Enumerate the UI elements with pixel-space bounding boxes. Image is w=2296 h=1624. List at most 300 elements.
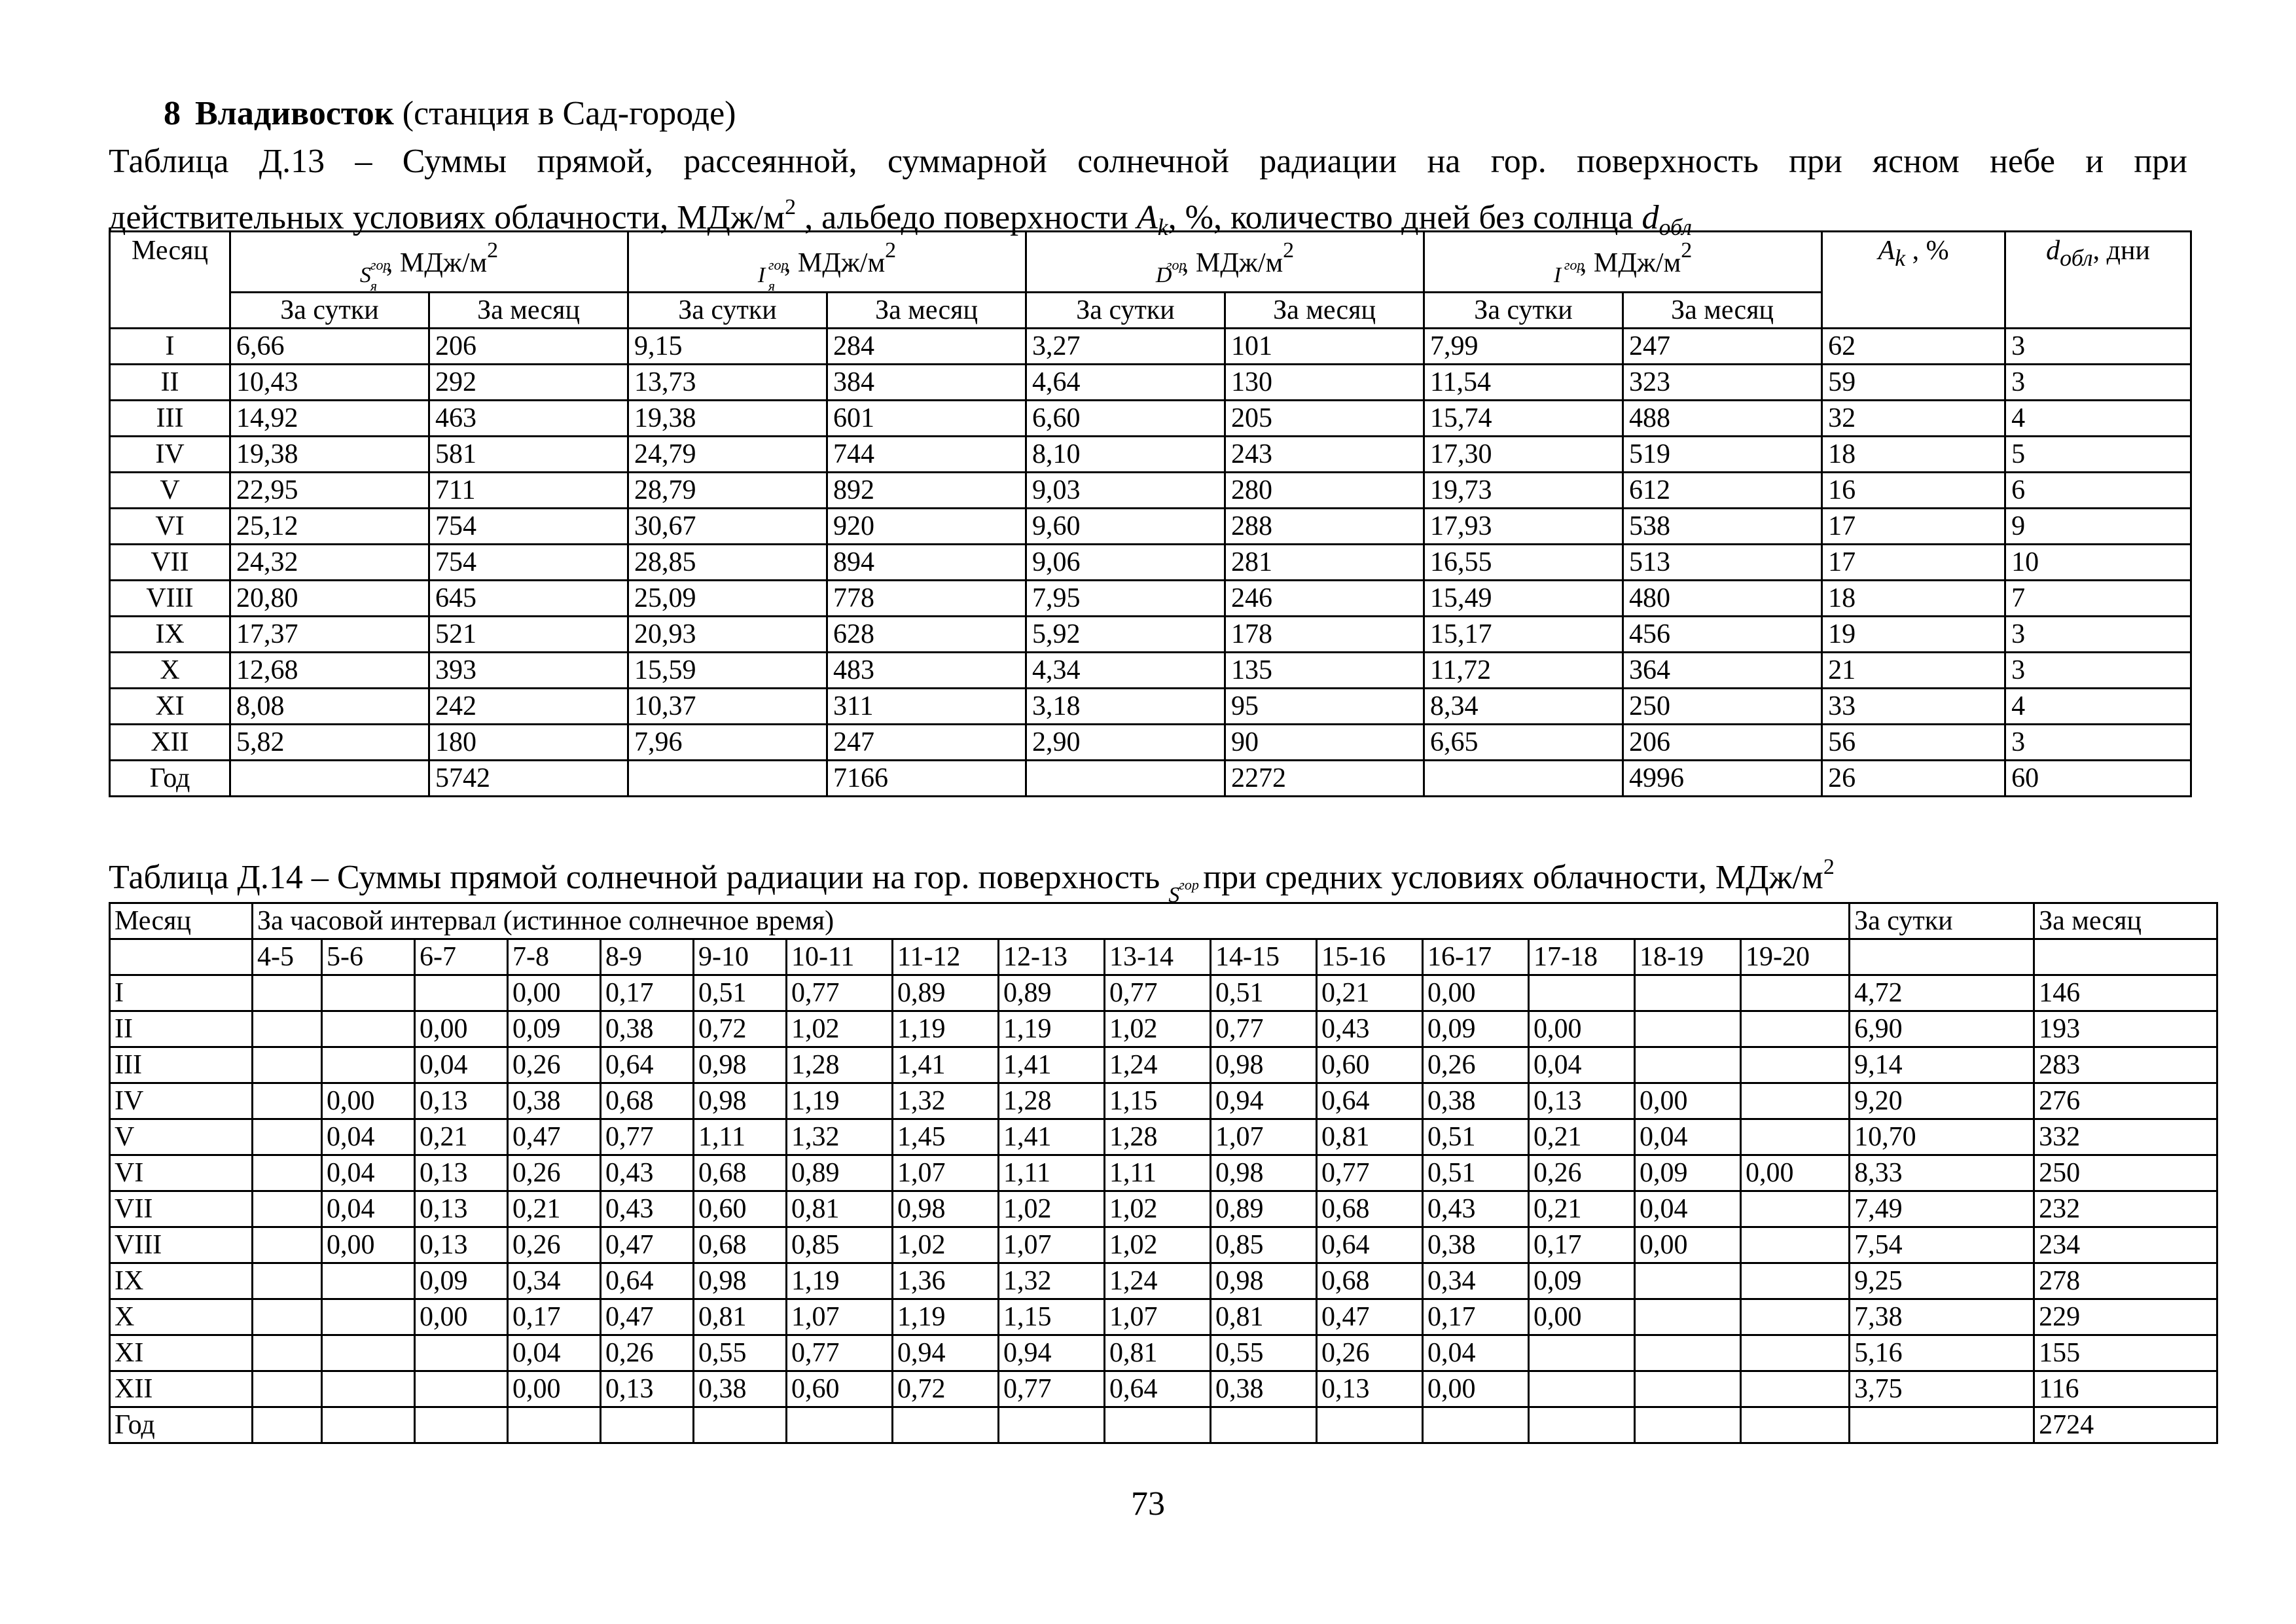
month-cell: V [110, 1119, 253, 1155]
caption-word: солнечной [1077, 143, 1229, 180]
value-cell [322, 1407, 415, 1443]
value-cell: 0,09 [1423, 1011, 1529, 1047]
caption-text: при средних условиях облачности, МДж/м [1194, 859, 1823, 896]
value-cell: 18 [1822, 437, 2005, 473]
value-cell: 0,00 [1741, 1155, 1850, 1191]
interval-label: 4-5 [253, 939, 322, 975]
value-cell: 581 [429, 437, 628, 473]
value-cell: 0,38 [508, 1083, 601, 1119]
unit-text: , МДж/м [1579, 248, 1681, 278]
value-cell: 0,00 [1529, 1011, 1635, 1047]
value-cell: 155 [2034, 1335, 2217, 1371]
value-cell: 0,77 [787, 975, 893, 1011]
value-cell: 6,65 [1424, 725, 1623, 761]
value-cell: 0,47 [601, 1227, 694, 1263]
value-cell: 311 [827, 689, 1026, 725]
value-cell [415, 975, 508, 1011]
value-cell [415, 1407, 508, 1443]
value-cell [253, 1227, 322, 1263]
value-cell [628, 761, 827, 797]
value-cell: 0,85 [1211, 1227, 1317, 1263]
value-cell: 283 [2034, 1047, 2217, 1083]
value-cell: 0,13 [415, 1227, 508, 1263]
caption-word: Д.13 [259, 143, 325, 180]
value-cell [1635, 1299, 1741, 1335]
value-cell: 483 [827, 653, 1026, 689]
value-cell: 1,07 [787, 1299, 893, 1335]
value-cell: 0,47 [601, 1299, 694, 1335]
value-cell: 0,60 [1317, 1047, 1423, 1083]
section-heading [164, 93, 736, 135]
value-cell: 0,38 [694, 1371, 787, 1407]
value-cell: 0,77 [1317, 1155, 1423, 1191]
value-cell: 0,00 [322, 1083, 415, 1119]
value-cell: 0,64 [601, 1263, 694, 1299]
value-cell: 243 [1225, 437, 1424, 473]
value-cell: 1,07 [1105, 1299, 1211, 1335]
value-cell: 0,21 [1317, 975, 1423, 1011]
value-cell: 0,64 [1105, 1371, 1211, 1407]
value-cell [601, 1407, 694, 1443]
table-row [110, 1155, 2217, 1191]
interval-label: 18-19 [1635, 939, 1741, 975]
month-total-header: За месяц [2034, 903, 2217, 939]
value-cell [1741, 1191, 1850, 1227]
table-row [110, 1047, 2217, 1083]
value-cell: 30,67 [628, 509, 827, 545]
value-cell: 26 [1822, 761, 2005, 797]
month-cell: III [110, 1047, 253, 1083]
value-cell [1741, 1083, 1850, 1119]
value-cell [1635, 975, 1741, 1011]
value-cell [1026, 761, 1225, 797]
value-cell: 0,21 [1529, 1191, 1635, 1227]
value-cell: 480 [1623, 581, 1822, 617]
value-cell: 59 [1822, 365, 2005, 401]
value-cell: 1,07 [1211, 1119, 1317, 1155]
value-cell: 2272 [1225, 761, 1424, 797]
value-cell: 892 [827, 473, 1026, 509]
caption-word: и [2085, 143, 2104, 180]
value-cell [1741, 1299, 1850, 1335]
value-cell [253, 1191, 322, 1227]
caption-word: ясном [1873, 143, 1960, 180]
value-cell: 9,15 [628, 329, 827, 365]
sub-header-day: За сутки [230, 293, 429, 329]
interval-label: 13-14 [1105, 939, 1211, 975]
value-cell: 0,04 [1635, 1119, 1741, 1155]
interval-label: 16-17 [1423, 939, 1529, 975]
value-cell: 28,79 [628, 473, 827, 509]
value-cell: 116 [2034, 1371, 2217, 1407]
value-cell: 9,25 [1850, 1263, 2034, 1299]
unit-text: , МДж/м [783, 248, 886, 278]
value-cell: 284 [827, 329, 1026, 365]
value-cell: 0,81 [1317, 1119, 1423, 1155]
value-cell: 8,10 [1026, 437, 1225, 473]
value-cell [787, 1407, 893, 1443]
interval-label: 15-16 [1317, 939, 1423, 975]
group-header-1 [230, 232, 628, 293]
unit-text: , МДж/м [386, 248, 488, 278]
value-cell: 0,98 [1211, 1047, 1317, 1083]
unit-sup: 2 [1283, 238, 1295, 262]
value-cell: 7 [2005, 581, 2191, 617]
value-cell: 5,82 [230, 725, 429, 761]
value-cell: 1,02 [1105, 1011, 1211, 1047]
value-cell [230, 761, 429, 797]
caption-word: при [2134, 143, 2187, 180]
value-cell: 0,34 [508, 1263, 601, 1299]
value-cell [322, 1011, 415, 1047]
interval-label: 6-7 [415, 939, 508, 975]
value-cell: 1,41 [999, 1119, 1105, 1155]
value-cell: 0,43 [1317, 1011, 1423, 1047]
value-cell: 2724 [2034, 1407, 2217, 1443]
caption-sup: 2 [785, 195, 797, 219]
value-cell [1529, 1335, 1635, 1371]
value-cell [508, 1407, 601, 1443]
value-cell: 0,13 [415, 1155, 508, 1191]
value-cell: 1,24 [1105, 1263, 1211, 1299]
value-cell: 1,19 [999, 1011, 1105, 1047]
value-cell: 0,64 [1317, 1227, 1423, 1263]
value-cell: 16 [1822, 473, 2005, 509]
value-cell: 1,02 [999, 1191, 1105, 1227]
caption-word: прямой, [537, 143, 654, 180]
value-cell [1635, 1371, 1741, 1407]
sub-header-month: За месяц [827, 293, 1026, 329]
value-cell: 0,21 [415, 1119, 508, 1155]
value-cell: 205 [1225, 401, 1424, 437]
value-cell [322, 1371, 415, 1407]
value-cell [1741, 1371, 1850, 1407]
table-row [110, 437, 2191, 473]
month-cell: X [110, 1299, 253, 1335]
value-cell: 10,37 [628, 689, 827, 725]
value-cell: 250 [2034, 1155, 2217, 1191]
value-cell: 0,64 [601, 1047, 694, 1083]
table-d13 [109, 230, 2192, 797]
value-cell: 101 [1225, 329, 1424, 365]
value-cell: 0,13 [1529, 1083, 1635, 1119]
value-cell [1529, 1371, 1635, 1407]
value-cell: 0,68 [1317, 1263, 1423, 1299]
value-cell: 19,38 [628, 401, 827, 437]
caption-word: при [1789, 143, 1842, 180]
value-cell: 0,98 [694, 1083, 787, 1119]
value-cell [1741, 1227, 1850, 1263]
value-cell: 247 [1623, 329, 1822, 365]
table-row [110, 975, 2217, 1011]
month-cell: IV [110, 1083, 253, 1119]
value-cell [322, 1335, 415, 1371]
table-row [110, 689, 2191, 725]
symbol-sub: я [370, 278, 378, 295]
value-cell: 1,02 [893, 1227, 999, 1263]
caption-text: Таблица Д.14 – Суммы прямой солнечной радиации на гор. поверхность [109, 859, 1169, 896]
radiation-symbol [359, 252, 391, 295]
value-cell: 4,64 [1026, 365, 1225, 401]
value-cell: 0,04 [1423, 1335, 1529, 1371]
city-name: Владивосток [195, 95, 394, 132]
value-cell: 5 [2005, 437, 2191, 473]
month-cell: II [110, 1011, 253, 1047]
value-cell: 288 [1225, 509, 1424, 545]
value-cell: 25,12 [230, 509, 429, 545]
table-row [110, 1299, 2217, 1335]
value-cell: 18 [1822, 581, 2005, 617]
month-cell: IX [110, 617, 230, 653]
table14-caption [109, 844, 1835, 908]
page-number: 73 [1131, 1485, 1165, 1523]
caption-word: – [355, 143, 372, 180]
value-cell: 0,00 [1529, 1299, 1635, 1335]
value-cell: 4,72 [1850, 975, 2034, 1011]
interval-label: 11-12 [893, 939, 999, 975]
value-cell: 60 [2005, 761, 2191, 797]
value-cell: 521 [429, 617, 628, 653]
value-cell: 711 [429, 473, 628, 509]
station-note: (станция в Сад-городе) [402, 95, 736, 132]
value-cell: 0,89 [1211, 1191, 1317, 1227]
value-cell [1741, 1119, 1850, 1155]
value-cell: 0,89 [893, 975, 999, 1011]
table-row [110, 1371, 2217, 1407]
value-cell: 0,60 [694, 1191, 787, 1227]
value-cell: 21 [1822, 653, 2005, 689]
value-cell: 1,24 [1105, 1047, 1211, 1083]
value-cell: 0,77 [999, 1371, 1105, 1407]
sub-header-month: За месяц [429, 293, 628, 329]
symbol-sub: я [768, 278, 776, 295]
value-cell: 0,43 [601, 1155, 694, 1191]
month-cell: Год [110, 1407, 253, 1443]
dobl-sub: обл [1659, 214, 1692, 240]
value-cell: 0,68 [694, 1227, 787, 1263]
value-cell: 4,34 [1026, 653, 1225, 689]
value-cell [1635, 1335, 1741, 1371]
value-cell: 0,51 [1423, 1155, 1529, 1191]
value-cell: 16,55 [1424, 545, 1623, 581]
value-cell [253, 1299, 322, 1335]
value-cell: 5742 [429, 761, 628, 797]
value-cell: 0,98 [694, 1047, 787, 1083]
value-cell: 0,13 [601, 1371, 694, 1407]
value-cell: 3,18 [1026, 689, 1225, 725]
dobl-unit: , дни [2092, 236, 2150, 266]
albedo-sub: k [1895, 245, 1906, 271]
value-cell: 9,20 [1850, 1083, 2034, 1119]
value-cell: 3 [2005, 725, 2191, 761]
symbol-base: I [757, 263, 766, 288]
value-cell [1741, 975, 1850, 1011]
value-cell: 3 [2005, 617, 2191, 653]
value-cell: 601 [827, 401, 1026, 437]
value-cell: 0,09 [1635, 1155, 1741, 1191]
value-cell: 1,07 [893, 1155, 999, 1191]
table-row [110, 1083, 2217, 1119]
value-cell: 3 [2005, 365, 2191, 401]
value-cell: 247 [827, 725, 1026, 761]
value-cell: 0,09 [1529, 1263, 1635, 1299]
value-cell: 0,26 [1423, 1047, 1529, 1083]
value-cell: 1,28 [999, 1083, 1105, 1119]
value-cell: 0,17 [508, 1299, 601, 1335]
table-d14 [109, 902, 2218, 1444]
value-cell: 7,49 [1850, 1191, 2034, 1227]
value-cell: 0,77 [1105, 975, 1211, 1011]
value-cell: 744 [827, 437, 1026, 473]
value-cell: 32 [1822, 401, 2005, 437]
value-cell [253, 1083, 322, 1119]
value-cell: 0,38 [1211, 1371, 1317, 1407]
value-cell: 0,38 [601, 1011, 694, 1047]
value-cell: 8,33 [1850, 1155, 2034, 1191]
value-cell: 20,80 [230, 581, 429, 617]
value-cell: 628 [827, 617, 1026, 653]
month-header: Месяц [110, 903, 253, 939]
albedo-symbol: A [1136, 199, 1158, 236]
value-cell: 7,96 [628, 725, 827, 761]
value-cell: 180 [429, 725, 628, 761]
empty-header-cell [110, 939, 253, 975]
table-row [110, 1119, 2217, 1155]
caption-text: , %, количество дней без солнца [1168, 199, 1642, 236]
value-cell: 0,94 [1211, 1083, 1317, 1119]
value-cell: 1,02 [1105, 1191, 1211, 1227]
month-cell: XII [110, 1371, 253, 1407]
value-cell: 130 [1225, 365, 1424, 401]
value-cell: 5,16 [1850, 1335, 2034, 1371]
dobl-symbol: d [1641, 199, 1659, 236]
value-cell: 0,09 [415, 1263, 508, 1299]
unit-sup: 2 [487, 238, 499, 262]
value-cell: 323 [1623, 365, 1822, 401]
value-cell: 0,00 [508, 975, 601, 1011]
interval-header: За часовой интервал (истинное солнечное время) [253, 903, 1850, 939]
value-cell: 1,28 [787, 1047, 893, 1083]
value-cell [253, 1335, 322, 1371]
caption-text: , альбедо поверхности [796, 199, 1137, 236]
value-cell: 7,54 [1850, 1227, 2034, 1263]
dobl-sub: обл [2060, 245, 2093, 271]
value-cell: 1,11 [694, 1119, 787, 1155]
value-cell: 0,38 [1423, 1083, 1529, 1119]
value-cell: 1,19 [787, 1083, 893, 1119]
value-cell: 0,77 [787, 1335, 893, 1371]
value-cell: 0,72 [694, 1011, 787, 1047]
month-cell: I [110, 975, 253, 1011]
value-cell: 612 [1623, 473, 1822, 509]
value-cell: 1,45 [893, 1119, 999, 1155]
table-row [110, 365, 2191, 401]
empty-header-cell [1850, 939, 2034, 975]
symbol-base: D [1155, 263, 1172, 288]
albedo-sub: k [1157, 214, 1168, 240]
symbol-base: I [1553, 263, 1562, 288]
value-cell: 1,19 [893, 1299, 999, 1335]
value-cell [322, 1263, 415, 1299]
value-cell: 1,19 [893, 1011, 999, 1047]
value-cell: 0,04 [322, 1119, 415, 1155]
value-cell: 0,85 [787, 1227, 893, 1263]
caption-word: гор. [1490, 143, 1547, 180]
value-cell: 1,11 [1105, 1155, 1211, 1191]
sub-header-month: За месяц [1225, 293, 1424, 329]
sub-header-day: За сутки [1424, 293, 1623, 329]
value-cell: 0,81 [1211, 1299, 1317, 1335]
value-cell: 0,00 [1423, 1371, 1529, 1407]
value-cell: 0,98 [1211, 1263, 1317, 1299]
symbol-sup: гор [370, 257, 391, 274]
value-cell: 0,04 [322, 1191, 415, 1227]
value-cell: 0,17 [1529, 1227, 1635, 1263]
value-cell: 0,26 [508, 1227, 601, 1263]
value-cell: 7,99 [1424, 329, 1623, 365]
interval-label: 17-18 [1529, 939, 1635, 975]
value-cell: 0,04 [508, 1335, 601, 1371]
sub-header-month: За месяц [1623, 293, 1822, 329]
value-cell: 0,26 [508, 1155, 601, 1191]
value-cell: 0,72 [893, 1371, 999, 1407]
value-cell: 7,95 [1026, 581, 1225, 617]
interval-label: 12-13 [999, 939, 1105, 975]
month-cell: XI [110, 1335, 253, 1371]
value-cell: 2,90 [1026, 725, 1225, 761]
value-cell [1741, 1263, 1850, 1299]
value-cell: 62 [1822, 329, 2005, 365]
value-cell: 6,90 [1850, 1011, 2034, 1047]
value-cell: 7166 [827, 761, 1026, 797]
table-row [110, 329, 2191, 365]
value-cell: 519 [1623, 437, 1822, 473]
value-cell: 0,26 [508, 1047, 601, 1083]
symbol-sup: гор [1166, 257, 1187, 274]
month-cell: Год [110, 761, 230, 797]
value-cell: 4 [2005, 689, 2191, 725]
month-cell: VII [110, 1191, 253, 1227]
value-cell: 1,28 [1105, 1119, 1211, 1155]
value-cell: 6,60 [1026, 401, 1225, 437]
value-cell: 0,00 [1635, 1083, 1741, 1119]
value-cell: 754 [429, 545, 628, 581]
caption-word: Суммы [402, 143, 507, 180]
value-cell: 645 [429, 581, 628, 617]
value-cell [415, 1371, 508, 1407]
value-cell: 456 [1623, 617, 1822, 653]
value-cell: 17,30 [1424, 437, 1623, 473]
value-cell: 146 [2034, 975, 2217, 1011]
table-row [110, 761, 2191, 797]
value-cell: 178 [1225, 617, 1424, 653]
value-cell: 0,04 [1635, 1191, 1741, 1227]
caption-word: радиации [1259, 143, 1397, 180]
value-cell: 0,51 [1423, 1119, 1529, 1155]
interval-label: 5-6 [322, 939, 415, 975]
value-cell: 19,73 [1424, 473, 1623, 509]
table-row [110, 653, 2191, 689]
value-cell: 292 [429, 365, 628, 401]
value-cell: 19,38 [230, 437, 429, 473]
albedo-unit: , % [1905, 236, 1949, 266]
month-cell: VI [110, 509, 230, 545]
value-cell: 5,92 [1026, 617, 1225, 653]
value-cell [1635, 1011, 1741, 1047]
s-gor-symbol: S гор [1168, 876, 1199, 908]
value-cell: 1,07 [999, 1227, 1105, 1263]
value-cell: 0,26 [601, 1335, 694, 1371]
